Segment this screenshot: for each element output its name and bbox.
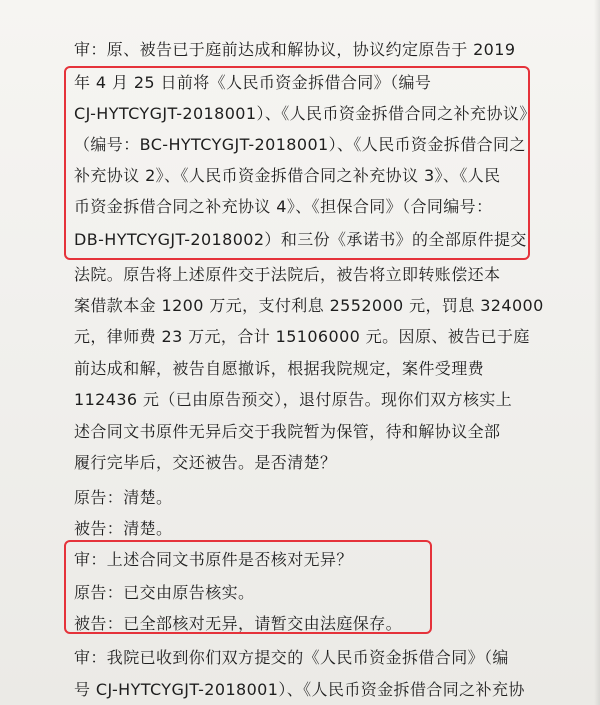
transcript-line: 被告：清楚。 (74, 519, 173, 538)
transcript-line: 112436 元（已由原告预交），退付原告。现你们双方核实上 (74, 390, 513, 409)
transcript-line: 号 CJ-HYTCYGJT-2018001）、《人民币资金拆借合同之补充协 (74, 680, 525, 699)
transcript-line: 补充协议 2》、《人民币资金拆借合同之补充协议 3》、《人民 (74, 166, 501, 185)
transcript-line: 履行完毕后，交还被告。是否清楚？ (74, 453, 337, 472)
transcript-line: 元，律师费 23 万元，合计 15106000 元。因原、被告已于庭 (74, 327, 530, 346)
transcript-line: 原告：清楚。 (74, 488, 173, 507)
transcript-line: CJ-HYTCYGJT-2018001）、《人民币资金拆借合同之补充协议》 (74, 104, 536, 123)
transcript-line: DB-HYTCYGJT-2018002）和三份《承诺书》的全部原件提交 (74, 230, 527, 249)
transcript-line: 述合同文书原件无异后交于我院暂为保管，待和解协议全部 (74, 422, 501, 441)
transcript-line: 年 4 月 25 日前将《人民币资金拆借合同》（编号 (74, 73, 432, 92)
transcript-line: （编号：BC-HYTCYGJT-2018001）、《人民币资金拆借合同之 (74, 135, 526, 154)
transcript-line: 审：原、被告已于庭前达成和解协议，协议约定原告于 2019 (74, 40, 516, 59)
transcript-line: 原告：已交由原告核实。 (74, 583, 255, 602)
transcript-line: 审：我院已收到你们双方提交的《人民币资金拆借合同》（编 (74, 648, 509, 667)
highlight-box-agreement (64, 66, 530, 260)
page-edge-shadow (594, 0, 600, 705)
transcript-line: 审：上述合同文书原件是否核对无异？ (74, 550, 353, 569)
transcript-line: 法院。原告将上述原件交于法院后，被告将立即转账偿还本 (74, 265, 501, 284)
transcript-line: 案借款本金 1200 万元，支付利息 2552000 元，罚息 324000 (74, 296, 544, 315)
transcript-line: 被告：已全部核对无异，请暂交由法庭保存。 (74, 614, 403, 633)
transcript-line: 币资金拆借合同之补充协议 4》、《担保合同》（合同编号： (74, 197, 493, 216)
highlight-box-verification (64, 540, 432, 634)
transcript-line: 前达成和解，被告自愿撤诉，根据我院规定，案件受理费 (74, 359, 485, 378)
